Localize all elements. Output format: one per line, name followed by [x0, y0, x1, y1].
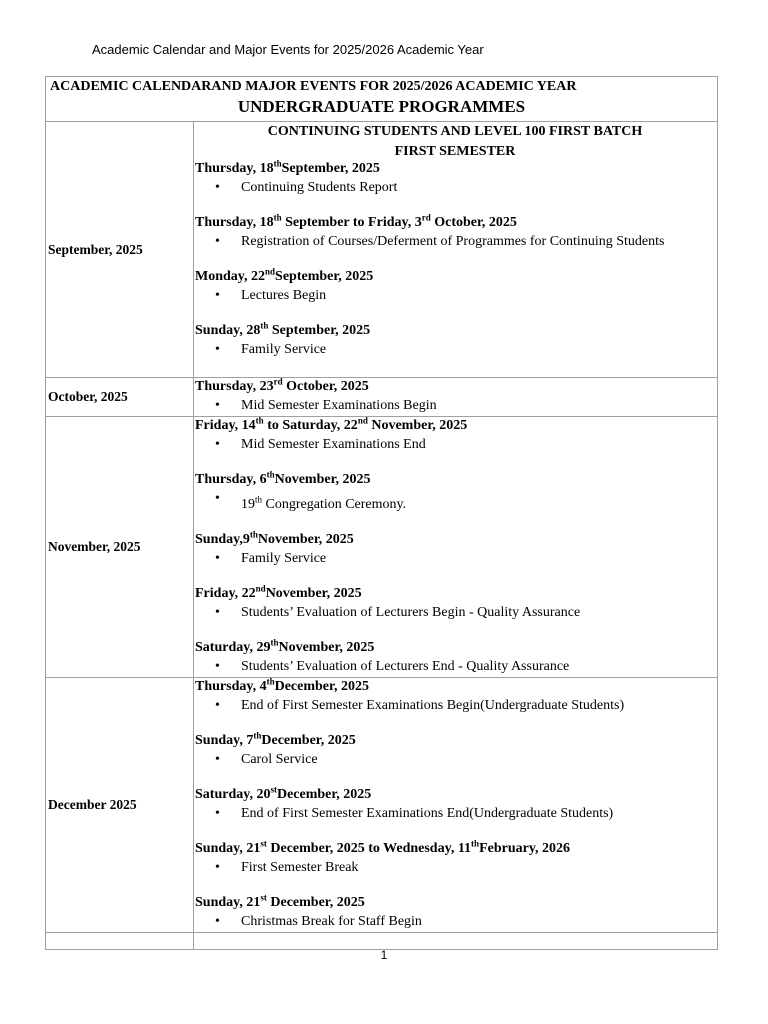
event-block	[195, 894, 715, 932]
bullet-icon: •	[215, 658, 220, 674]
month-label: December 2025	[46, 677, 194, 932]
event-text: Students’ Evaluation of Lecturers End - Quality Assurance	[241, 658, 570, 674]
date-ordinal-suffix: th	[260, 320, 269, 331]
event-block	[195, 585, 715, 623]
date-text: Saturday, 29	[195, 639, 271, 655]
event-text: Family Service	[241, 550, 327, 566]
event-text: End of First Semester Examinations End(Undergraduate Students)	[241, 805, 614, 821]
month-events	[194, 122, 718, 378]
event-item	[195, 435, 715, 455]
event-date	[195, 214, 715, 232]
event-date	[195, 585, 715, 603]
month-row-october	[46, 378, 718, 417]
event-text: Christmas Break for Staff Begin	[241, 913, 422, 929]
date-text: September to Friday, 3	[281, 215, 422, 230]
event-list	[195, 657, 715, 677]
event-block	[195, 732, 715, 770]
event-list	[195, 396, 715, 416]
page-header: Academic Calendar and Major Events for 2025/2026 Academic Year	[92, 42, 484, 57]
empty-cell	[194, 932, 718, 949]
event-item	[195, 603, 715, 623]
month-row-september	[46, 122, 718, 378]
event-text: Mid Semester Examinations Begin	[241, 398, 437, 413]
event-list	[195, 858, 715, 878]
event-list	[195, 286, 715, 306]
event-text: Family Service	[241, 342, 327, 357]
bullet-icon: •	[215, 288, 220, 303]
event-list	[195, 340, 715, 360]
event-text: Mid Semester Examinations End	[241, 437, 426, 452]
event-block	[195, 268, 715, 306]
event-item	[195, 750, 715, 770]
empty-cell	[46, 932, 194, 949]
date-ordinal-suffix: rd	[273, 376, 283, 387]
event-item	[195, 912, 715, 932]
date-ordinal-suffix: th	[471, 838, 480, 848]
date-ordinal-suffix: th	[273, 212, 282, 223]
event-date	[195, 786, 715, 804]
event-date	[195, 894, 715, 912]
event-date	[195, 471, 715, 489]
bullet-icon: •	[215, 491, 220, 506]
date-ordinal-suffix: st	[270, 784, 277, 794]
event-text: Continuing Students Report	[241, 180, 398, 195]
date-ordinal-suffix: th	[249, 529, 258, 539]
bullet-icon: •	[215, 180, 220, 195]
event-block	[195, 378, 715, 416]
event-block	[195, 678, 715, 716]
event-date	[195, 639, 715, 657]
event-list	[195, 232, 715, 252]
date-text: December, 2025	[276, 786, 372, 802]
event-text: First Semester Break	[241, 859, 359, 875]
date-ordinal-suffix: th	[255, 415, 264, 426]
bullet-icon: •	[215, 697, 220, 713]
event-block	[195, 786, 715, 824]
event-date	[195, 678, 715, 696]
date-text: October, 2025	[430, 215, 517, 230]
date-text: December, 2025	[266, 894, 365, 910]
month-label: October, 2025	[46, 378, 194, 417]
event-text: End of First Semester Examinations Begin(Undergraduate Students)	[241, 697, 625, 713]
event-block	[195, 160, 715, 198]
date-text: Monday, 22	[195, 269, 266, 284]
empty-row	[46, 932, 718, 949]
event-block	[195, 639, 715, 677]
date-ordinal-suffix: nd	[255, 583, 266, 593]
event-item	[195, 858, 715, 878]
event-block	[195, 322, 715, 360]
month-row-november	[46, 417, 718, 678]
date-text: Thursday, 18	[195, 215, 274, 230]
date-ordinal-suffix: th	[266, 676, 275, 686]
month-events	[194, 677, 718, 932]
event-item	[195, 286, 715, 306]
date-text: December, 2025 to Wednesday, 11	[266, 840, 472, 856]
date-text: November, 2025	[278, 639, 375, 655]
event-item	[195, 232, 715, 252]
bullet-icon: •	[215, 859, 220, 875]
month-events	[194, 378, 718, 417]
event-list	[195, 178, 715, 198]
date-text: October, 2025	[282, 379, 369, 394]
date-ordinal-suffix: nd	[265, 266, 276, 277]
date-text: February, 2026	[479, 840, 571, 856]
document-subtitle: UNDERGRADUATE PROGRAMMES	[237, 97, 526, 116]
date-text: November, 2025	[265, 585, 362, 601]
event-date	[195, 160, 715, 178]
date-text: Friday, 14	[195, 418, 256, 433]
date-text: Sunday, 28	[195, 323, 261, 338]
event-list	[195, 750, 715, 770]
bullet-icon: •	[215, 604, 220, 620]
date-text: to Saturday, 22	[263, 418, 358, 433]
date-ordinal-suffix: nd	[357, 415, 368, 426]
event-list	[195, 489, 715, 515]
date-text: Friday, 22	[195, 585, 256, 601]
date-ordinal-suffix: th	[253, 730, 262, 740]
event-item	[195, 178, 715, 198]
event-list	[195, 603, 715, 623]
event-block	[195, 214, 715, 252]
date-ordinal-suffix: rd	[421, 212, 431, 223]
event-date	[195, 840, 715, 858]
event-list	[195, 804, 715, 824]
date-text: Sunday, 7	[195, 732, 254, 748]
date-text: Saturday, 20	[195, 786, 271, 802]
date-text: September, 2025	[275, 269, 374, 284]
event-text: Students’ Evaluation of Lecturers Begin - Quality Assurance	[241, 604, 581, 620]
event-text: 19th Congregation Ceremony.	[241, 494, 407, 512]
event-block	[195, 531, 715, 569]
date-text: Thursday, 6	[195, 472, 267, 487]
date-text: November, 2025	[367, 418, 468, 433]
event-date	[195, 531, 715, 549]
date-ordinal-suffix: th	[266, 469, 275, 480]
month-events	[194, 417, 718, 678]
document-title: ACADEMIC CALENDARAND MAJOR EVENTS FOR 2025/2026 ACADEMIC YEAR	[50, 79, 577, 94]
event-item	[195, 657, 715, 677]
event-list	[195, 912, 715, 932]
event-date	[195, 322, 715, 340]
event-text: Registration of Courses/Deferment of Programmes for Continuing Students	[241, 234, 665, 249]
event-date	[195, 268, 715, 286]
event-block	[195, 471, 715, 515]
event-item	[195, 489, 715, 515]
event-date	[195, 417, 715, 435]
bullet-icon: •	[215, 550, 220, 566]
event-block	[195, 417, 715, 455]
semester-heading: FIRST SEMESTER	[394, 144, 516, 159]
event-item	[195, 396, 715, 416]
event-item	[195, 804, 715, 824]
event-list	[195, 435, 715, 455]
event-text: Carol Service	[241, 751, 318, 767]
date-text: Thursday, 18	[195, 161, 274, 176]
bullet-icon: •	[215, 437, 220, 452]
event-date	[195, 732, 715, 750]
bullet-icon: •	[215, 234, 220, 249]
event-list	[195, 696, 715, 716]
date-text: November, 2025	[257, 531, 354, 547]
bullet-icon: •	[215, 805, 220, 821]
calendar-table	[45, 76, 718, 950]
event-text: Lectures Begin	[241, 288, 327, 303]
date-text: Sunday,9	[195, 531, 250, 547]
bullet-icon: •	[215, 913, 220, 929]
month-row-december	[46, 677, 718, 932]
date-text: Thursday, 4	[195, 678, 267, 694]
date-text: November, 2025	[274, 472, 371, 487]
event-item	[195, 696, 715, 716]
page-number: 1	[380, 948, 388, 962]
date-text: Sunday, 21	[195, 840, 261, 856]
date-text: September, 2025	[268, 323, 371, 338]
date-text: Thursday, 23	[195, 379, 274, 394]
section-heading: CONTINUING STUDENTS AND LEVEL 100 FIRST BATCH	[267, 124, 643, 139]
event-item	[195, 340, 715, 360]
event-block	[195, 840, 715, 878]
date-text: December, 2025	[261, 732, 356, 748]
title-row	[46, 77, 718, 122]
month-label: November, 2025	[46, 417, 194, 678]
date-text: September, 2025	[281, 161, 380, 176]
bullet-icon: •	[215, 398, 220, 413]
title-cell	[46, 77, 718, 122]
date-ordinal-suffix: th	[273, 158, 282, 169]
event-date	[195, 378, 715, 396]
event-item	[195, 549, 715, 569]
month-label: September, 2025	[46, 122, 194, 378]
date-text: Sunday, 21	[195, 894, 261, 910]
date-ordinal-suffix: st	[260, 838, 267, 848]
date-ordinal-suffix: st	[260, 892, 267, 902]
bullet-icon: •	[215, 342, 220, 357]
bullet-icon: •	[215, 751, 220, 767]
event-list	[195, 549, 715, 569]
date-text: December, 2025	[274, 678, 369, 694]
date-ordinal-suffix: th	[270, 637, 279, 647]
